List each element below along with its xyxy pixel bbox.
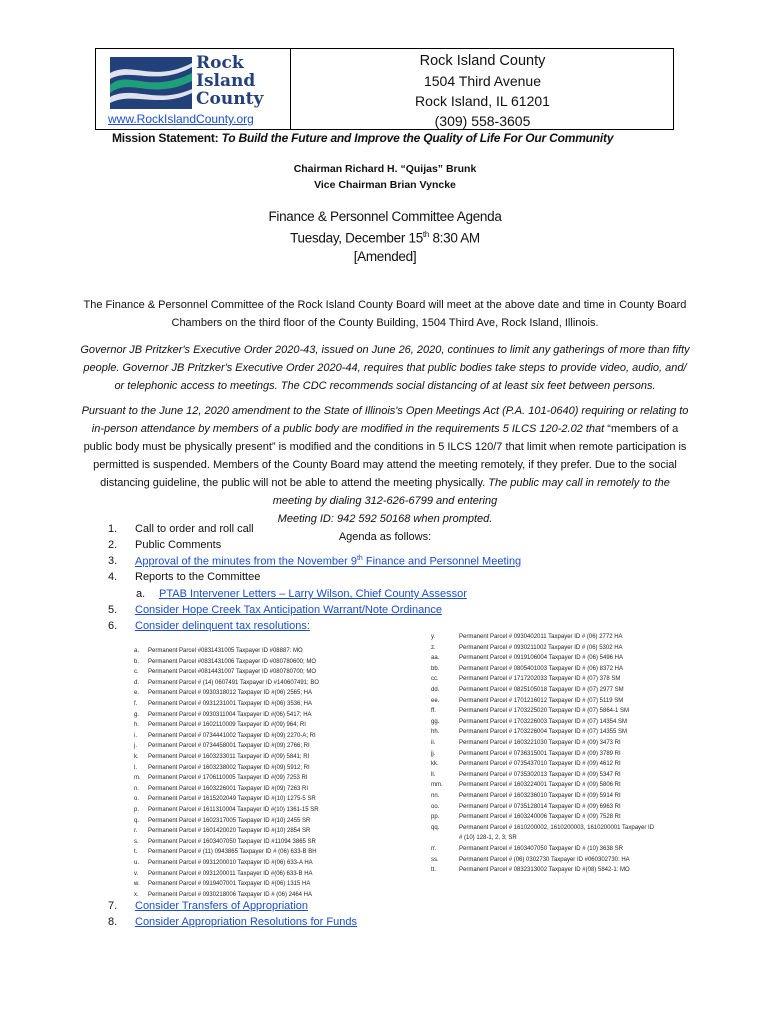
parcel-text: Permanent Parcel # 1703225020 Taxpayer ID # (07) 5864-1 SM: [459, 708, 629, 715]
parcel-text: Permanent Parcel # (11) 0943865 Taxpayer ID # (06) 633-B BH: [148, 849, 317, 856]
parcel-letter: p.: [134, 807, 140, 813]
parcel-item: [134, 890, 312, 901]
parcel-letter: o.: [134, 796, 140, 803]
address-block: [292, 49, 673, 131]
parcel-letter: z.: [431, 644, 436, 651]
parcel-letter: j.: [134, 743, 137, 750]
parcel-letter: ff.: [431, 708, 436, 715]
parcel-item: [134, 784, 308, 795]
parcel-text: Permanent Parcel # 0734458001 Taxpayer ID #(09) 2766; RI: [148, 743, 310, 750]
item-text: Public Comments: [135, 539, 222, 551]
parcel-item: [431, 643, 659, 654]
parcel-text: Permanent Parcel # 1706110005 Taxpayer ID #(09) 7253 RI: [148, 775, 308, 782]
meeting-id: Meeting ID: 942 592 50168 when prompted.: [277, 513, 493, 525]
parcel-letter: tt.: [431, 867, 437, 874]
parcel-item: [134, 752, 309, 763]
parcel-letter: h.: [134, 722, 140, 729]
parcel-letter: qq.: [431, 824, 440, 831]
parcel-item: [134, 837, 316, 848]
parcel-text: Permanent Parcel # 0735128014 Taxpayer ID # (09) 6963 RI: [459, 803, 621, 810]
logo-wordmark: [196, 54, 263, 108]
parcel-item: [431, 727, 659, 738]
item-text: Reports to the Committee: [135, 571, 261, 583]
parcel-item: [134, 699, 312, 710]
parcel-letter: b.: [134, 658, 140, 665]
parcel-item: [134, 667, 316, 678]
appropriation-link[interactable]: Consider Appropriation Resolutions for Funds: [135, 916, 357, 928]
item-number: 1.: [108, 523, 118, 535]
parcel-letter: jj.: [431, 750, 436, 757]
parcel-letter: m.: [134, 775, 141, 782]
parcel-text: Permanent Parcel # 0735302013 Taxpayer ID # (09) 5347 RI: [459, 771, 621, 778]
mission-label: Mission Statement:: [112, 131, 219, 145]
parcel-letter: g.: [134, 711, 140, 718]
county-name: Rock Island County: [419, 53, 546, 69]
officers: [0, 161, 770, 193]
parcel-item: [431, 855, 659, 866]
mission-statement: [112, 131, 613, 145]
parcel-text: Permanent Parcel # (14) 0607491 Taxpayer ID #140607491; BO: [148, 679, 319, 686]
parcel-letter: w.: [134, 881, 140, 888]
website-link[interactable]: www.RockIslandCounty.org: [108, 112, 254, 126]
letterhead: [95, 48, 674, 130]
parcel-letter: ss.: [431, 856, 439, 863]
parcel-item: [134, 646, 303, 657]
parcel-text: Permanent Parcel # 1601420020 Taxpayer ID #(10) 2854 SR: [148, 828, 311, 835]
parcel-letter: ee.: [431, 697, 440, 704]
parcel-text: Permanent Parcel # 0805401003 Taxpayer ID # (06) 8372 HA: [459, 665, 623, 672]
parcel-letter: kk.: [431, 761, 439, 768]
parcel-letter: u.: [134, 860, 140, 866]
parcel-item: [431, 749, 659, 760]
oma-italic-text: Pursuant to the June 12, 2020 amendment to the State of Illinois's Open Meetings Act (P.A. 101-0640) requiring or relating to in-person attendance by members of a public body are modified in the requirements 5 ILCS 120-2.02 that: [81, 405, 689, 435]
parcel-item: [134, 688, 312, 699]
parcel-item: [431, 823, 659, 844]
parcel-letter: hh.: [431, 729, 440, 736]
parcel-letter: pp.: [431, 814, 440, 821]
hope-creek-link[interactable]: Consider Hope Creek Tax Anticipation Warrant/Note Ordinance: [135, 604, 442, 616]
logo-cell: [96, 49, 291, 129]
agenda-title: [0, 208, 770, 266]
parcel-letter: y.: [431, 634, 436, 640]
item-number: 8.: [108, 916, 118, 928]
parcel-letter: rr.: [431, 846, 437, 852]
parcel-letter: l.: [134, 764, 137, 771]
parcel-letter: e.: [134, 690, 140, 697]
parcel-text: Permanent Parcel # 1603407050 Taxpayer ID # (10) 3638 SR: [459, 846, 623, 852]
item-number: 7.: [108, 900, 118, 912]
parcel-item: [431, 674, 659, 685]
parcel-text: Permanent Parcel # 0832313002 Taxpayer ID #(08) 5842-1: MO: [459, 867, 630, 874]
parcel-text: Permanent Parcel # 1701216012 Taxpayer ID # (07) 5119 SM: [459, 697, 624, 704]
minutes-link[interactable]: Approval of the minutes from the November 9th Finance and Personnel Meeting: [135, 555, 522, 568]
parcel-text: Permanent Parcel # 0825105018 Taxpayer ID # (07) 2977 SM: [459, 687, 624, 693]
parcel-item: [431, 632, 659, 643]
parcel-text: Permanent Parcel # 1610200002, 1610200003, 1610200001 Taxpayer ID # (10) 128-1, 2, 3; SR: [459, 824, 655, 842]
parcel-item: [431, 759, 659, 770]
parcel-letter: dd.: [431, 687, 440, 693]
parcel-text: Permanent Parcel # 0736315001 Taxpayer ID # (09) 3789 RI: [459, 750, 621, 757]
parcel-letter: d.: [134, 679, 140, 686]
executive-order-paragraph: Governor JB Pritzker's Executive Order 2020-43, issued on June 26, 2020, continues to limit any gatherings of more than fifty people. Governor JB Pritzker's Executive Order 2020-44, requires that public bodies take steps to provide video, audio, and/ or telephonic access to meetings. The CDC recommends social distancing of at least six feet between persons.: [80, 344, 690, 392]
parcel-letter: v.: [134, 870, 139, 877]
vice-chairman: Vice Chairman Brian Vyncke: [314, 179, 456, 191]
meeting-date: Tuesday, December 15th 8:30 AM: [290, 230, 480, 246]
parcel-letter: i.: [134, 732, 137, 739]
item-number: 4.: [108, 571, 118, 583]
parcel-item: [134, 816, 310, 827]
parcel-item: [134, 847, 317, 858]
parcel-item: [431, 791, 659, 802]
parcel-item: [134, 773, 308, 784]
parcel-letter: f.: [134, 701, 138, 707]
parcel-letter: mm.: [431, 782, 443, 789]
parcel-item: [431, 664, 659, 675]
parcel-letter: aa.: [431, 655, 440, 662]
parcel-item: [134, 710, 312, 721]
transfers-link[interactable]: Consider Transfers of Appropriation: [135, 900, 309, 912]
parcel-text: Permanent Parcel # 0931200010 Taxpayer ID #(06) 633-A HA: [148, 860, 313, 866]
logo-word: County: [196, 89, 264, 109]
parcel-item: [431, 844, 659, 855]
parcel-text: Permanent Parcel #0831431005 Taxpayer ID #08887: MO: [148, 648, 303, 654]
parcel-text: Permanent Parcel # 1717202033 Taxpayer ID # (07) 378 SM: [459, 676, 621, 683]
item-number: 6.: [108, 620, 118, 632]
parcel-item: [134, 741, 310, 752]
parcel-item: [431, 780, 659, 791]
parcel-item: [431, 770, 659, 781]
parcel-text: Permanent Parcel # 1703226004 Taxpayer ID # (07) 14355 SM: [459, 729, 627, 736]
intro-paragraph: The Finance & Personnel Committee of the Rock Island County Board will meet at the above date and time in County Board Chambers on the third floor of the County Building, 1504 Third Ave, Rock Island, Illinois.: [83, 299, 687, 329]
parcel-item: [134, 805, 319, 816]
oma-text: “members of a public body must be physically present” is modified and the conditions in 5 ILCS 120/7 that limit when remote participation is permitted is suspended. Members of the County Board may attend the meeting remotely, if they prefer. Due to the social distancing guideline, the public will not be able to attend the meeting physically.: [83, 423, 687, 489]
parcel-text: Permanent Parcel # 0930318012 Taxpayer ID #(06) 2565; HA: [148, 690, 312, 697]
address-city: Rock Island, IL 61201: [415, 93, 550, 109]
parcel-text: Permanent Parcel # 0931200011 Taxpayer ID #(06) 633-B HA: [148, 870, 313, 877]
parcel-text: Permanent Parcel # 1611310004 Taxpayer ID #(10) 1361-15 SR: [148, 807, 319, 813]
parcel-item: [134, 720, 306, 731]
parcel-letter: cc.: [431, 676, 439, 683]
item-number: a.: [136, 588, 146, 600]
item-number: 5.: [108, 604, 118, 616]
parcel-text: Permanent Parcel # 0930402011 Taxpayer ID # (06) 2772 HA: [459, 634, 623, 640]
parcel-letter: t.: [134, 849, 138, 856]
agenda-intro: Agenda as follows:: [338, 531, 432, 543]
parcel-letter: oo.: [431, 803, 440, 810]
parcel-letter: bb.: [431, 665, 440, 672]
parcel-item: [134, 763, 310, 774]
parcel-letter: c.: [134, 669, 139, 676]
parcel-letter: k.: [134, 754, 139, 760]
parcel-item: [134, 826, 310, 837]
parcel-text: Permanent Parcel # 1703226003 Taxpayer ID # (07) 14354 SM: [459, 718, 627, 725]
parcel-text: Permanent Parcel # 0930311004 Taxpayer ID #(06) 5417; HA: [148, 711, 312, 718]
phone-number: (309) 558-3605: [434, 113, 531, 129]
parcel-text: Permanent Parcel # 1603240006 Taxpayer ID # (09) 7528 RI: [459, 814, 621, 821]
parcel-letter: x.: [134, 891, 139, 898]
parcel-text: Permanent Parcel # (06) 0302730 Taxpayer ID #060302730: HA: [459, 856, 630, 863]
parcel-item: [134, 657, 316, 668]
parcel-item: [431, 812, 659, 823]
dial-in-text: The public may call in remotely to the meeting by dialing 312-626-6799 and entering: [272, 477, 670, 507]
county-logo-icon: [108, 55, 194, 111]
logo-word: Rock: [196, 53, 244, 73]
parcel-text: Permanent Parcel # 1603226001 Taxpayer ID #(09) 7263 RI: [148, 785, 308, 792]
parcel-item: [431, 717, 659, 728]
parcel-text: Permanent Parcel # 1603233011 Taxpayer ID #(09) 5841; RI: [148, 754, 310, 760]
parcel-text: Permanent Parcel # 1603224001 Taxpayer ID # (09) 5806 RI: [459, 782, 621, 789]
parcel-text: Permanent Parcel # 1602317005 Taxpayer ID #(10) 2455 SR: [148, 817, 311, 824]
amended-label: [Amended]: [353, 248, 417, 264]
item-number: 3.: [108, 555, 118, 567]
parcel-letter: ll.: [431, 771, 436, 778]
parcel-text: Permanent Parcel # 0931231001 Taxpayer ID #(06) 3536; HA: [148, 701, 312, 707]
parcel-letter: n.: [134, 785, 140, 792]
ptab-letters-link[interactable]: PTAB Intervener Letters – Larry Wilson, Chief County Assessor: [159, 588, 467, 600]
parcel-letter: q.: [134, 817, 140, 824]
parcel-text: Permanent Parcel # 1603407050 Taxpayer ID #11094 3865 SR: [148, 838, 316, 845]
parcel-item: [431, 802, 659, 813]
parcel-text: Permanent Parcel # 0735437010 Taxpayer ID # (09) 4612 RI: [459, 761, 621, 768]
mission-text: To Build the Future and Improve the Quality of Life For Our Community: [221, 131, 614, 145]
chairman: Chairman Richard H. “Quijas” Brunk: [293, 163, 477, 175]
parcel-item: [134, 794, 316, 805]
parcel-text: Permanent Parcel # 0734441002 Taxpayer ID #(09) 2270-A; RI: [148, 732, 316, 739]
parcel-item: [431, 865, 659, 876]
parcel-letter: a.: [134, 648, 140, 654]
parcel-text: Permanent Parcel # 1615202049 Taxpayer ID #(10) 1275-5 SR: [148, 796, 316, 803]
parcel-item: [431, 696, 659, 707]
parcel-item: [134, 678, 319, 689]
parcel-text: Permanent Parcel # 1603238002 Taxpayer ID #(09) 5912; RI: [148, 764, 310, 771]
parcel-item: [431, 653, 659, 664]
parcel-letter: s.: [134, 838, 139, 845]
item-number: 2.: [108, 539, 118, 551]
parcel-item: [134, 858, 313, 869]
parcel-letter: gg.: [431, 718, 440, 725]
parcel-item: [431, 685, 659, 696]
parcel-item: [431, 738, 659, 749]
parcel-text: Permanent Parcel # 1602110009 Taxpayer ID #(09) 964; RI: [148, 722, 306, 729]
parcel-letter: ii.: [431, 740, 436, 746]
delinquent-tax-link[interactable]: Consider delinquent tax resolutions:: [135, 620, 310, 632]
logo-word: Island: [196, 71, 256, 91]
parcel-letter: nn.: [431, 793, 440, 799]
parcel-text: Permanent Parcel # 0919106004 Taxpayer ID # (06) 5496 HA: [459, 655, 623, 662]
parcel-item: [134, 731, 316, 742]
parcel-item: [431, 706, 659, 717]
parcel-letter: r.: [134, 828, 138, 835]
parcel-text: Permanent Parcel # 1603221030 Taxpayer ID # (09) 3473 RI: [459, 740, 621, 746]
parcel-text: Permanent Parcel # 0930211002 Taxpayer ID # (06) 5302 HA: [459, 644, 623, 651]
parcel-text: Permanent Parcel # 1603236010 Taxpayer ID # (09) 5914 RI: [459, 793, 621, 799]
title-line: Finance & Personnel Committee Agenda: [268, 209, 502, 224]
parcel-item: [134, 869, 313, 880]
parcel-text: Permanent Parcel # 0919407001 Taxpayer ID #(06) 1315 HA: [148, 881, 311, 888]
parcel-text: Permanent Parcel # 0930218006 Taxpayer ID # (06) 2464 HA: [148, 891, 312, 898]
parcel-text: Permanent Parcel #0831431006 Taxpayer ID #080780600; MO: [148, 658, 317, 665]
parcel-item: [134, 879, 310, 890]
parcel-text: Permanent Parcel #0814431007 Taxpayer ID #080780700; MO: [148, 669, 317, 676]
item-text: Call to order and roll call: [135, 523, 254, 535]
address-street: 1504 Third Avenue: [423, 73, 542, 89]
